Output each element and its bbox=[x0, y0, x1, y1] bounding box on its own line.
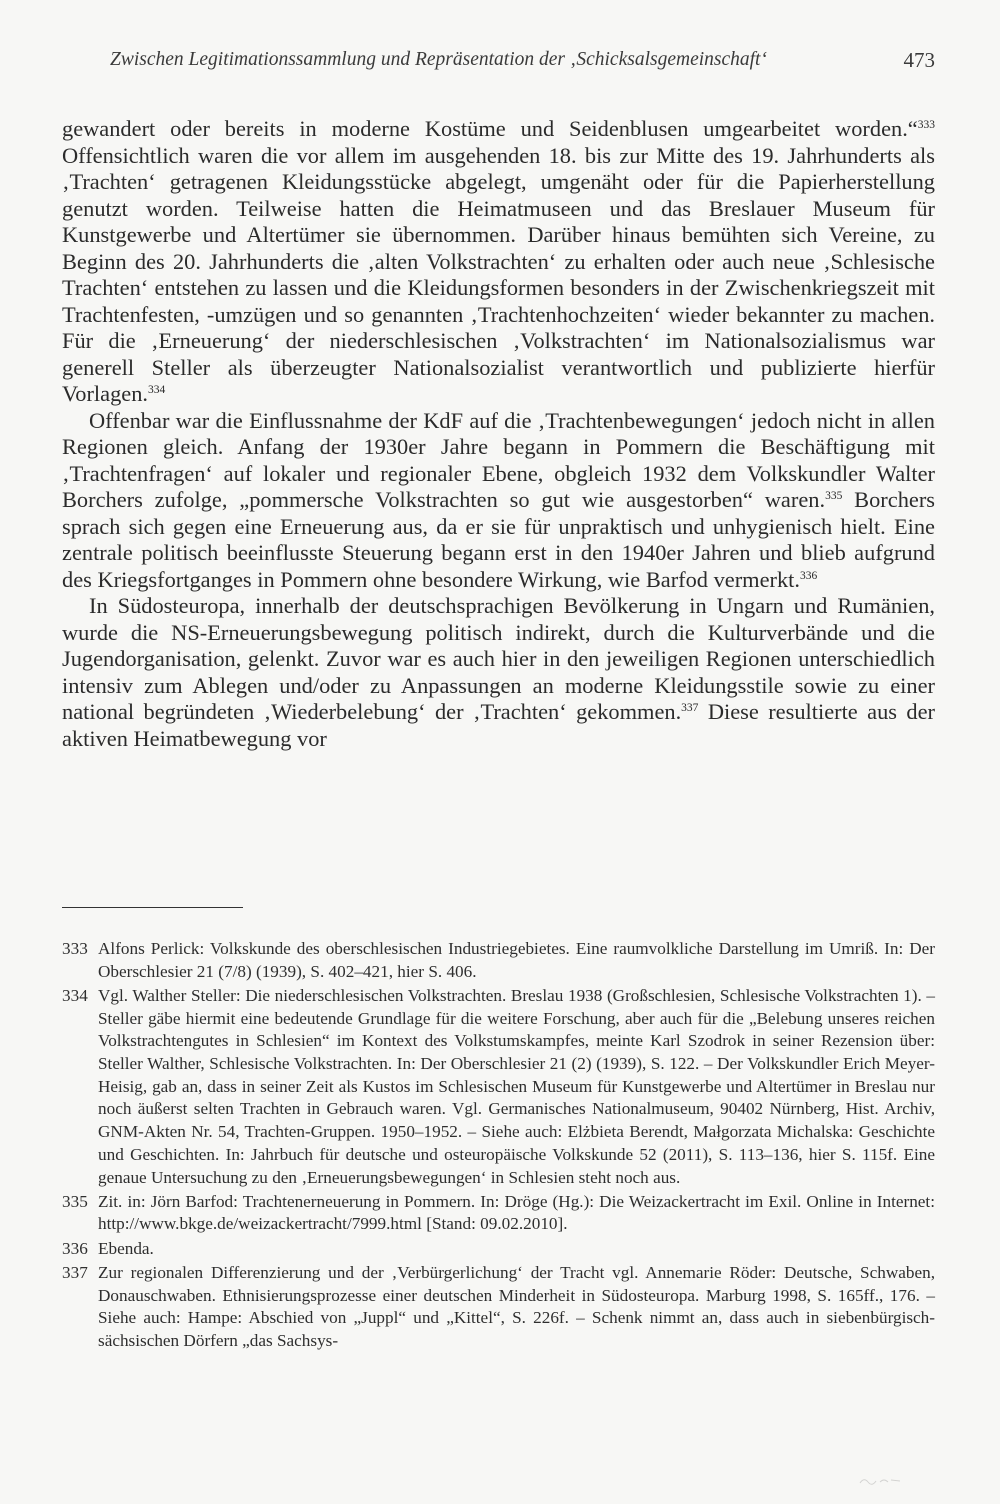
footnote-text: Ebenda. bbox=[98, 1238, 154, 1258]
paragraph bbox=[62, 593, 935, 752]
text-run: gewandert oder bereits in moderne Kostüme und Seidenblusen umgearbeitet worden.“ bbox=[62, 116, 918, 141]
footnote-divider bbox=[62, 907, 243, 908]
footnote bbox=[62, 985, 935, 1189]
paragraph bbox=[62, 116, 935, 408]
footnote-reference: 333 bbox=[917, 119, 935, 131]
footnote-number: 337 bbox=[62, 1262, 88, 1282]
text-run: Diese resultierte aus der aktiven Heimatbewegung vor bbox=[62, 699, 935, 751]
footnote bbox=[62, 938, 935, 983]
footnote-reference: 334 bbox=[148, 384, 166, 396]
text-run: In Südosteuropa, innerhalb der deutschsprachigen Bevölkerung in Ungarn und Rumänien, wurde die NS-Erneuerungsbewegung politisch indirekt, durch die Kulturverbände und die Jugendorganisation, gelenkt. Zuvor war es auch hier in den jeweiligen Regionen unterschiedlich intensiv zum Ablegen und/oder zu Anpassungen an moderne Kleidungsstile sowie zu einer national begründeten ‚Wiederbelebung‘ der ‚Trachten‘ gekommen. bbox=[62, 593, 935, 724]
faint-scan-mark bbox=[858, 1474, 902, 1486]
footnote-number: 333 bbox=[62, 939, 88, 958]
text-run: Borchers sprach sich gegen eine Erneuerung aus, da er sie für unpraktisch und unhygienisch hielt. Eine zentrale politisch beeinflusste Steuerung begann erst in den 1940er Jahren und blieb aufgrund des Kriegsfortganges in Pommern ohne besondere Wirkung, wie Barfod vermerkt. bbox=[62, 487, 935, 592]
page-number: 473 bbox=[903, 48, 935, 72]
running-title: Zwischen Legitimationssammlung und Repräsentation der ‚Schicksalsgemeinschaft‘ bbox=[110, 49, 767, 70]
footnote-text: Alfons Perlick: Volkskunde des oberschlesischen Industriegebietes. Eine raumvolkliche Darstellung im Umriß. In: Der Oberschlesier 21 (7/8) (1939), S. 402–421, hier S. 406. bbox=[98, 939, 935, 981]
footnote-number: 334 bbox=[62, 985, 88, 1005]
footnote-reference: 335 bbox=[825, 490, 843, 502]
text-run: Offenbar war die Einflussnahme der KdF auf die ‚Trachtenbewegungen‘ jedoch nicht in allen Regionen gleich. Anfang der 1930er Jahre begann in Pommern die Beschäftigung mit ‚Trachtenfragen‘ auf lokaler und regionaler Ebene, obgleich 1932 dem Volkskundler Walter Borchers zufolge, „pommersche Volkstrachten so gut wie ausgestorben“ waren. bbox=[62, 407, 935, 512]
footnote bbox=[62, 1262, 935, 1353]
main-text bbox=[62, 116, 935, 752]
paragraph bbox=[62, 408, 935, 594]
footnote-reference: 337 bbox=[681, 702, 699, 714]
footnote-number: 336 bbox=[62, 1238, 88, 1258]
footnote bbox=[62, 1238, 935, 1261]
footnote-reference: 336 bbox=[800, 569, 818, 582]
footnote-text: Zur regionalen Differenzierung und der ‚Verbürgerlichung‘ der Tracht vgl. Annemarie Röder: Deutsche, Schwaben, Donauschwaben. Ethnisierungsprozesse einer deutschen Minderheit in Südosteuropa. Marburg 1998, S. 165ff., 176. – Siehe auch: Hampe: Abschied von „Juppl“ und „Kittel“, S. 226f. – Schenk nimmt an, dass auch in siebenbürgisch-sächsischen Dörfern „das Sachsys- bbox=[98, 1262, 935, 1350]
footnotes bbox=[62, 938, 935, 1354]
footnote bbox=[62, 1191, 935, 1236]
footnote-number: 335 bbox=[62, 1191, 88, 1211]
footnote-text: Vgl. Walther Steller: Die niederschlesischen Volkstrachten. Breslau 1938 (Großschlesien, Schlesische Volkstrachten 1). – Steller gäbe hiermit eine bedeutende Grundlage für die weitere Forschung, aber auch für die „Belebung unseres reichen Volkstrachtengutes in Schlesien“ im Kontext des Volkstumskampfes, meinte Karl Szodrok in seiner Rezension über: Steller Walther, Schlesische Volkstrachten. In: Der Oberschlesier 21 (2) (1939), S. 122. – Der Volkskundler Erich Meyer-Heisig, gab an, dass in seiner Zeit als Kustos im Schlesischen Museum für Kunstgewerbe und Altertümer in Breslau nur noch äußerst selten Trachten in Gebrauch waren. Vgl. Germanisches Nationalmuseum, 90402 Nürnberg, Hist. Archiv, GNM-Akten Nr. 54, Trachten-Gruppen. 1950–1952. – Siehe auch: Elżbieta Berendt, Małgorzata Michalska: Geschichte und Geschichten. In: Jahrbuch für deutsche und osteuropäische Volkskunde 52 (2011), S. 113–136, hier S. 115f. Eine genaue Untersuchung zu den ‚Erneuerungsbewegungen‘ in Schlesien steht noch aus. bbox=[98, 985, 935, 1187]
text-run: Offensichtlich waren die vor allem im ausgehenden 18. bis zur Mitte des 19. Jahrhunderts als ‚Trachten‘ getragenen Kleidungsstücke abgelegt, umgenäht oder für die Papierherstellung genutzt worden. Teilweise hatten die Heimatmuseen und das Breslauer Museum für Kunstgewerbe und Altertümer sie übernommen. Darüber hinaus bemühten sich Vereine, zu Beginn des 20. Jahrhunderts die ‚alten Volkstrachten‘ zu erhalten oder auch neue ‚Schlesische Trachten‘ entstehen zu lassen und die Kleidungsformen besonders in der Zwischenkriegszeit mit Trachtenfesten, -umzügen und so genannten ‚Trachtenhochzeiten‘ wieder bekannter zu machen. Für die ‚Erneuerung‘ der niederschlesischen ‚Volkstrachten‘ im Nationalsozialismus war generell Steller als überzeugter Nationalsozialist verantwortlich und publizierte hierfür Vorlagen. bbox=[62, 142, 935, 406]
page-header bbox=[62, 46, 935, 80]
footnote-text: Zit. in: Jörn Barfod: Trachtenerneuerung in Pommern. In: Dröge (Hg.): Die Weizackertracht im Exil. Online in Internet: http://www.bkge.de/weizackertracht/7999.html [Stand: 09.02.2010]. bbox=[98, 1191, 935, 1234]
